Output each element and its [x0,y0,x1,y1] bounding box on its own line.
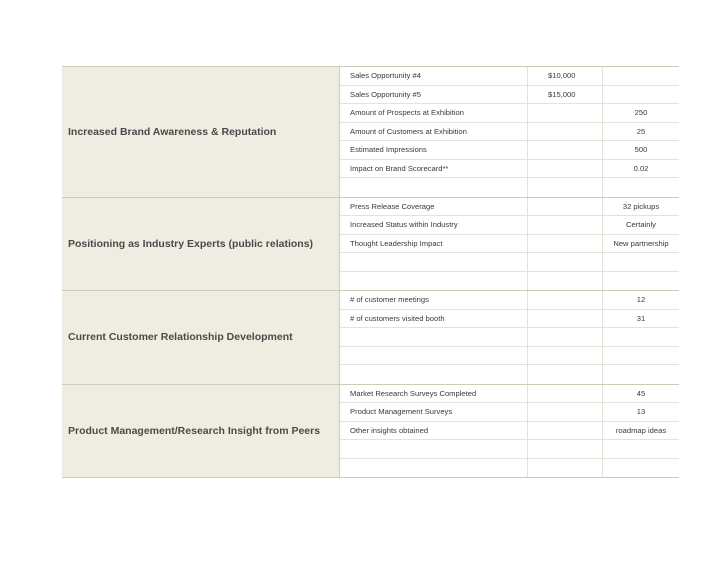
objective-block-product-research [62,385,679,479]
result-cell: 32 pickups [622,201,660,211]
metric-cell: Amount of Prospects at Exhibition [340,104,528,122]
table-row [340,422,679,441]
objective-label: Positioning as Industry Experts (public relations) [62,198,340,291]
value-cell [528,123,603,141]
metric-cell [340,178,528,197]
table-row [340,104,679,123]
metric-cell: # of customer meetings [340,291,528,309]
table-row [340,403,679,422]
value-cell [528,328,603,346]
metric-cell [340,459,528,478]
result-cell: 250 [634,108,648,118]
table-row [340,440,679,459]
result-cell [603,347,679,365]
value-cell [528,253,603,271]
metric-cell: Thought Leadership Impact [340,235,528,253]
result-cell: roadmap ideas [615,425,667,435]
value-cell [528,141,603,159]
value-cell [528,440,603,458]
table-row [340,235,679,254]
objective-block-industry-experts [62,198,679,292]
result-cell: 31 [636,313,646,323]
metric-cell: Impact on Brand Scorecard** [340,160,528,178]
value-cell [528,198,603,216]
result-cell [603,365,679,384]
value-cell [528,422,603,440]
value-cell [528,459,603,478]
table-row [340,86,679,105]
value-cell [528,365,603,384]
table-row [340,310,679,329]
result-cell: 500 [634,145,648,155]
table-row [340,198,679,217]
value-cell: $10,000 [528,67,603,85]
table-row [340,216,679,235]
result-cell: 45 [636,388,646,398]
objective-label: Increased Brand Awareness & Reputation [62,67,340,197]
metric-cell: Estimated Impressions [340,141,528,159]
result-cell: 0.02 [633,163,649,173]
table-row [340,347,679,366]
metric-cell: Press Release Coverage [340,198,528,216]
value-cell [528,160,603,178]
result-cell [603,86,679,104]
table-row [340,459,679,478]
result-cell: 12 [636,295,646,305]
result-cell [603,272,679,291]
value-cell [528,347,603,365]
table-row [340,123,679,142]
metric-cell [340,440,528,458]
table-row [340,365,679,384]
value-cell [528,403,603,421]
result-cell [603,253,679,271]
result-cell [603,178,679,197]
objective-label: Product Management/Research Insight from Peers [62,385,340,478]
value-cell [528,385,603,403]
value-cell [528,235,603,253]
metric-cell: Other insights obtained [340,422,528,440]
value-cell [528,104,603,122]
result-cell [603,440,679,458]
value-cell [528,178,603,197]
table-row [340,253,679,272]
metric-cell: Increased Status within Industry [340,216,528,234]
metric-cell [340,328,528,346]
table-row [340,141,679,160]
table-row [340,272,679,291]
metric-cell [340,272,528,291]
value-cell: $15,000 [528,86,603,104]
metric-cell: Sales Opportunity #5 [340,86,528,104]
objective-block-customer-relationship [62,291,679,385]
result-cell: 25 [636,126,646,136]
objective-block-brand-awareness [62,66,679,198]
metric-cell: Market Research Surveys Completed [340,385,528,403]
metric-cell [340,365,528,384]
result-cell [603,459,679,478]
metric-cell [340,347,528,365]
table-row [340,328,679,347]
metric-cell: # of customers visited booth [340,310,528,328]
metric-cell [340,253,528,271]
metric-rows [340,291,679,384]
result-cell [603,328,679,346]
table-row [340,385,679,404]
value-cell [528,272,603,291]
result-cell: Certainly [626,220,656,230]
value-cell [528,216,603,234]
metric-rows [340,385,679,478]
value-cell [528,291,603,309]
table-row [340,67,679,86]
result-cell: New partnership [613,238,669,248]
table-row [340,291,679,310]
table-row [340,160,679,179]
metric-cell: Amount of Customers at Exhibition [340,123,528,141]
metric-rows [340,198,679,291]
metric-cell: Product Management Surveys [340,403,528,421]
objective-label: Current Customer Relationship Development [62,291,340,384]
result-cell [603,67,679,85]
metric-rows [340,67,679,197]
table-row [340,178,679,197]
value-cell [528,310,603,328]
metric-cell: Sales Opportunity #4 [340,67,528,85]
result-cell: 13 [636,407,646,417]
objectives-table [62,66,679,478]
